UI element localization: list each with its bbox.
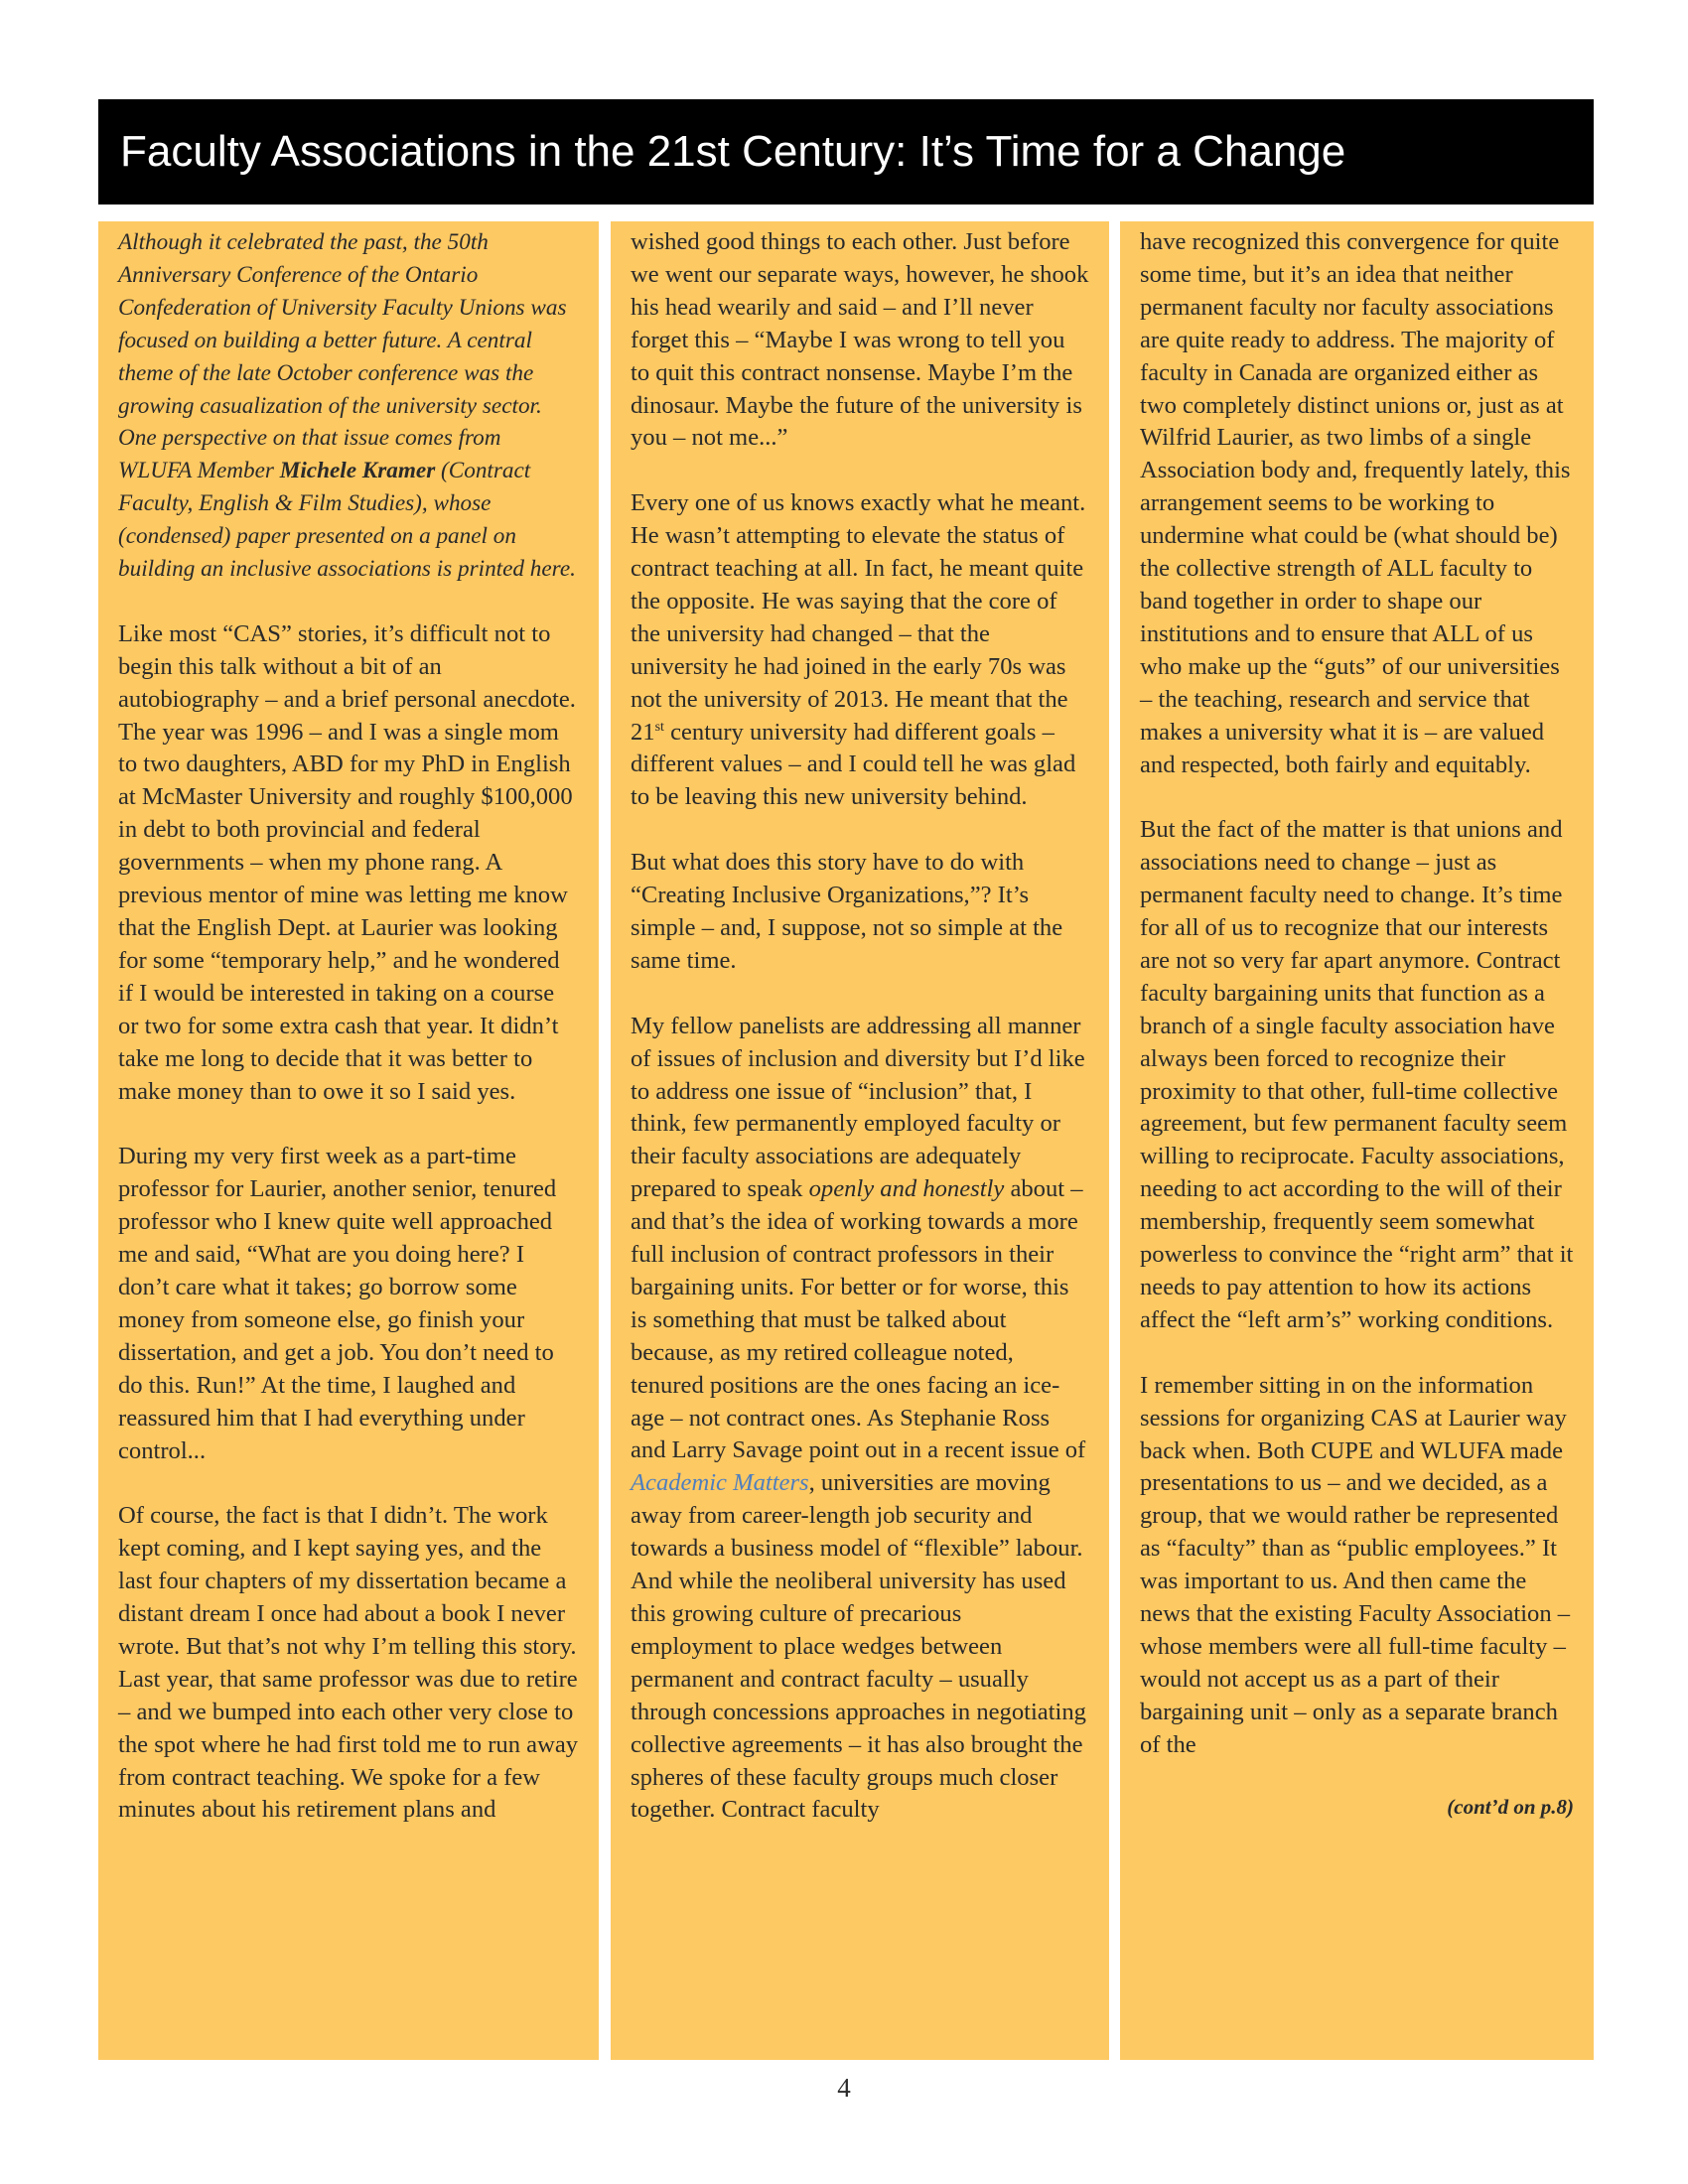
body-text: My fellow panelists are addressing all manner of issues of inclusion and diversity but I’d like to address one issue of “inclusion” that, I think, few permanently employed faculty or their faculty associations are adequately prepared to speak: [631, 1012, 1085, 1203]
body-paragraph: But what does this story have to do with “Creating Inclusive Organizations,”? It’s simple – and, I suppose, not so simple at the same time.: [631, 849, 1063, 974]
body-paragraph: Like most “CAS” stories, it’s difficult not to begin this talk without a bit of an autobiography – and a brief personal anecdote. The year was 1996 – and I was a single mom to two daughters, ABD for my PhD in English at McMaster University and roughly $100,000 in debt to both provincial and federal governments – when my phone rang. A previous mentor of mine was letting me know that the English Dept. at Laurier was looking for some “temporary help,” and he wondered if I would be interested in taking on a course or two for some extra cash that year. It didn’t take me long to decide that it was better to make money than to owe it so I said yes.: [118, 619, 576, 1105]
text-column-1: [98, 221, 599, 2060]
intro-text-b: (Contract Faculty, English & Film Studies), whose (condensed) paper presented on a panel on building an inclusive associations is printed here.: [118, 458, 576, 583]
academic-matters-link[interactable]: Academic Matters: [631, 1469, 809, 1497]
body-text: , universities are moving away from career-length job security and towards a business model of “flexible” labour. And while the neoliberal university has used this growing culture of precarious employment to place wedges between permanent and contract faculty – usually through concessions approaches in negotiating collective agreements – it has also brought the spheres of these faculty groups much closer together. Contract faculty: [631, 1469, 1086, 1824]
body-paragraph: have recognized this convergence for quite some time, but it’s an idea that neither permanent faculty nor faculty associations are quite ready to address. The majority of faculty in Canada are organized either as two completely distinct unions or, just as at Wilfrid Laurier, as two limbs of a single Association body and, frequently lately, this arrangement seems to be working to undermine what could be (what should be) the collective strength of ALL faculty to band together in order to shape our institutions and to ensure that ALL of us who make up the “guts” of our universities – the teaching, research and service that makes a university what it is – are valued and respected, both fairly and equitably.: [1140, 228, 1571, 778]
page-number: 4: [837, 2073, 851, 2103]
article-title: Faculty Associations in the 21st Century: It’s Time for a Change: [120, 127, 1346, 176]
body-paragraph: But the fact of the matter is that unions and associations need to change – just as permanent faculty need to change. It’s time for all of us to recognize that our interests are not so very far apart anymore. Contract faculty bargaining units that function as a branch of a single faculty association have always been forced to recognize their proximity to that other, full-time collective agreement, but few permanent faculty seem willing to reciprocate. Faculty associations, needing to act according to the will of their membership, frequently seem somewhat powerless to convince the “right arm” that it needs to pay attention to how its actions affect the “left arm’s” working conditions.: [1140, 816, 1574, 1333]
body-text: century university had different goals – different values – and I could tell he was glad to be leaving this new university behind.: [631, 718, 1076, 811]
body-paragraph: I remember sitting in on the information sessions for organizing CAS at Laurier way back when. Both CUPE and WLUFA made presentations to us – and we decided, as a group, that we would rather be represented as “faculty” than as “public employees.” It was important to us. And then came the news that the existing Faculty Association – whose members were all full-time faculty – would not accept us as a part of their bargaining unit – only as a separate branch of the: [1140, 1371, 1571, 1758]
continued-note: (cont’d on p.8): [1447, 1795, 1574, 1820]
superscript: st: [654, 719, 664, 735]
text-column-2: [611, 221, 1109, 2060]
emphasis-text: openly and honestly: [808, 1175, 1005, 1203]
body-paragraph: During my very first week as a part-time professor for Laurier, another senior, tenured professor who I knew quite well approached me and said, “What are you doing here? I don’t care what it takes; go borrow some money from someone else, go finish your dissertation, and get a job. You don’t need to do this. Run!” At the time, I laughed and reassured him that I had everything under control...: [118, 1143, 557, 1464]
article-title-banner: [98, 99, 1594, 205]
intro-paragraph: [118, 226, 579, 586]
body-text: Every one of us knows exactly what he meant. He wasn’t attempting to elevate the status of contract teaching at all. In fact, he meant quite the opposite. He was saying that the core of the university had changed – that the university he had joined in the early 70s was not the university of 2013. He meant that the 21: [631, 489, 1086, 746]
author-name: Michele Kramer: [279, 458, 436, 484]
body-text: about – and that’s the idea of working towards a more full inclusion of contract professors in their bargaining units. For better or for worse, this is something that must be talked about because, as my retired colleague noted, tenured positions are the ones facing an ice-age – not contract ones. As Stephanie Ross and Larry Savage point out in a recent issue of: [631, 1175, 1086, 1464]
body-paragraph: [631, 1011, 1089, 1828]
body-paragraph: wished good things to each other. Just before we went our separate ways, however, he shook his head wearily and said – and I’ll never forget this – “Maybe I was wrong to tell you to quit this contract nonsense. Maybe I’m the dinosaur. Maybe the future of the university is you – not me...”: [631, 228, 1089, 452]
intro-text-a: Although it celebrated the past, the 50th Anniversary Conference of the Ontario Confederation of University Faculty Unions was focused on building a better future. A central theme of the late October conference was the growing casualization of the university sector. One perspective on that issue comes from WLUFA Member: [118, 229, 567, 484]
body-paragraph: Of course, the fact is that I didn’t. The work kept coming, and I kept saying yes, and the last four chapters of my dissertation became a distant dream I once had about a book I never wrote. But that’s not why I’m telling this story. Last year, that same professor was due to retire – and we bumped into each other very close to the spot where he had first told me to run away from contract teaching. We spoke for a few minutes about his retirement plans and: [118, 1502, 579, 1824]
text-column-3: [1120, 221, 1594, 2060]
body-paragraph: [631, 487, 1089, 814]
